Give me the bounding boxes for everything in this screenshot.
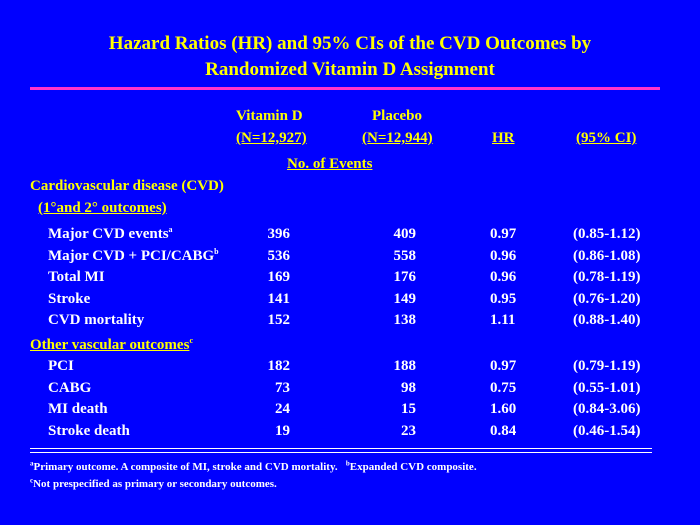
- header-vitamin-d: Vitamin D: [236, 108, 303, 124]
- footnote-a-mark: a: [30, 459, 34, 468]
- row-label: [48, 290, 90, 309]
- row-vitamin-d-events: 24: [275, 401, 290, 417]
- row-vitamin-d-events: 396: [267, 226, 290, 242]
- row-label: [48, 268, 105, 287]
- row-label-text: PCI: [48, 358, 74, 374]
- row-hazard-ratio: 0.96: [490, 269, 517, 285]
- row-confidence-interval: (0.78-1.19): [573, 269, 641, 285]
- row-confidence-interval: (0.46-1.54): [573, 422, 641, 439]
- row-label-footnote-mark: a: [168, 225, 173, 234]
- header-hr: HR: [492, 130, 515, 146]
- row-confidence-interval: (0.55-1.01): [573, 379, 641, 396]
- row-confidence-interval: (0.76-1.20): [573, 290, 641, 307]
- header-ci: (95% CI): [576, 130, 637, 146]
- slide-title-line2: Randomized Vitamin D Assignment: [205, 59, 495, 80]
- row-placebo-events: 176: [393, 269, 416, 285]
- row-placebo-events: 558: [393, 247, 416, 264]
- row-label-text: CABG: [48, 379, 92, 396]
- row-placebo-events: 188: [393, 358, 416, 374]
- footnote-b-text: Expanded CVD composite.: [349, 461, 477, 473]
- row-label-text: Major CVD events: [48, 226, 169, 242]
- row-label: [48, 400, 108, 419]
- row-placebo-events: 15: [401, 401, 416, 417]
- row-hazard-ratio: 0.84: [490, 422, 517, 439]
- section-cvd-title: Cardiovascular disease (CVD): [30, 178, 224, 194]
- row-label-text: MI death: [48, 401, 108, 417]
- row-label: [48, 357, 74, 376]
- header-vitamin-d-n: (N=12,927): [236, 130, 307, 146]
- row-confidence-interval: (0.88-1.40): [573, 312, 641, 328]
- row-vitamin-d-events: 73: [275, 379, 290, 396]
- header-no-of-events: No. of Events: [287, 156, 373, 172]
- row-label-footnote-mark: b: [214, 246, 219, 256]
- footnote-b-mark: b: [345, 459, 350, 468]
- footnote-line-2: [30, 477, 277, 491]
- row-confidence-interval: (0.85-1.12): [573, 226, 641, 242]
- row-vitamin-d-events: 19: [275, 422, 290, 439]
- row-label: [48, 247, 219, 266]
- row-vitamin-d-events: 536: [267, 247, 290, 264]
- section-other-title: [30, 336, 193, 355]
- section-cvd-subtitle: (1°and 2° outcomes): [38, 200, 167, 216]
- row-placebo-events: 23: [401, 422, 416, 439]
- row-hazard-ratio: 0.95: [490, 290, 517, 307]
- row-hazard-ratio: 0.97: [490, 358, 517, 374]
- row-vitamin-d-events: 141: [267, 290, 290, 307]
- row-label: [48, 422, 130, 441]
- row-vitamin-d-events: 182: [267, 358, 290, 374]
- slide-title-line1: Hazard Ratios (HR) and 95% CIs of the CVD Outcomes by: [108, 33, 592, 54]
- footnote-divider-2: [30, 452, 652, 453]
- section-other-title-text: Other vascular outcomes: [30, 337, 190, 353]
- row-placebo-events: 138: [393, 312, 416, 328]
- row-label: [48, 379, 91, 398]
- row-confidence-interval: (0.84-3.06): [573, 401, 641, 417]
- footnote-a-text: Primary outcome. A composite of MI, stroke and CVD mortality.: [33, 461, 338, 473]
- section-other-sup: c: [189, 336, 193, 345]
- row-label: [48, 225, 173, 244]
- row-confidence-interval: (0.79-1.19): [573, 358, 641, 374]
- title-divider: [30, 87, 660, 90]
- row-label-text: Total MI: [48, 269, 105, 285]
- row-placebo-events: 149: [393, 290, 416, 307]
- row-hazard-ratio: 0.75: [490, 379, 517, 396]
- row-placebo-events: 98: [401, 379, 416, 396]
- header-placebo-n: (N=12,944): [362, 130, 433, 146]
- row-vitamin-d-events: 152: [267, 312, 290, 328]
- footnote-c-mark: c: [30, 476, 34, 485]
- row-hazard-ratio: 1.60: [490, 401, 517, 417]
- row-label-text: CVD mortality: [48, 312, 145, 328]
- row-hazard-ratio: 0.97: [490, 226, 517, 242]
- row-hazard-ratio: 0.96: [490, 247, 517, 264]
- footnote-c-text: Not prespecified as primary or secondary outcomes.: [33, 478, 277, 490]
- row-hazard-ratio: 1.11: [490, 312, 516, 328]
- footnote-line-1: [30, 460, 477, 474]
- row-confidence-interval: (0.86-1.08): [573, 247, 641, 264]
- row-label: [48, 311, 144, 330]
- row-placebo-events: 409: [393, 226, 416, 242]
- header-placebo: Placebo: [372, 108, 422, 124]
- footnote-divider-1: [30, 448, 652, 449]
- row-label-text: Stroke: [48, 290, 91, 307]
- row-vitamin-d-events: 169: [267, 269, 290, 285]
- row-label-text: Stroke death: [48, 422, 130, 439]
- row-label-text: Major CVD + PCI/CABG: [48, 247, 215, 264]
